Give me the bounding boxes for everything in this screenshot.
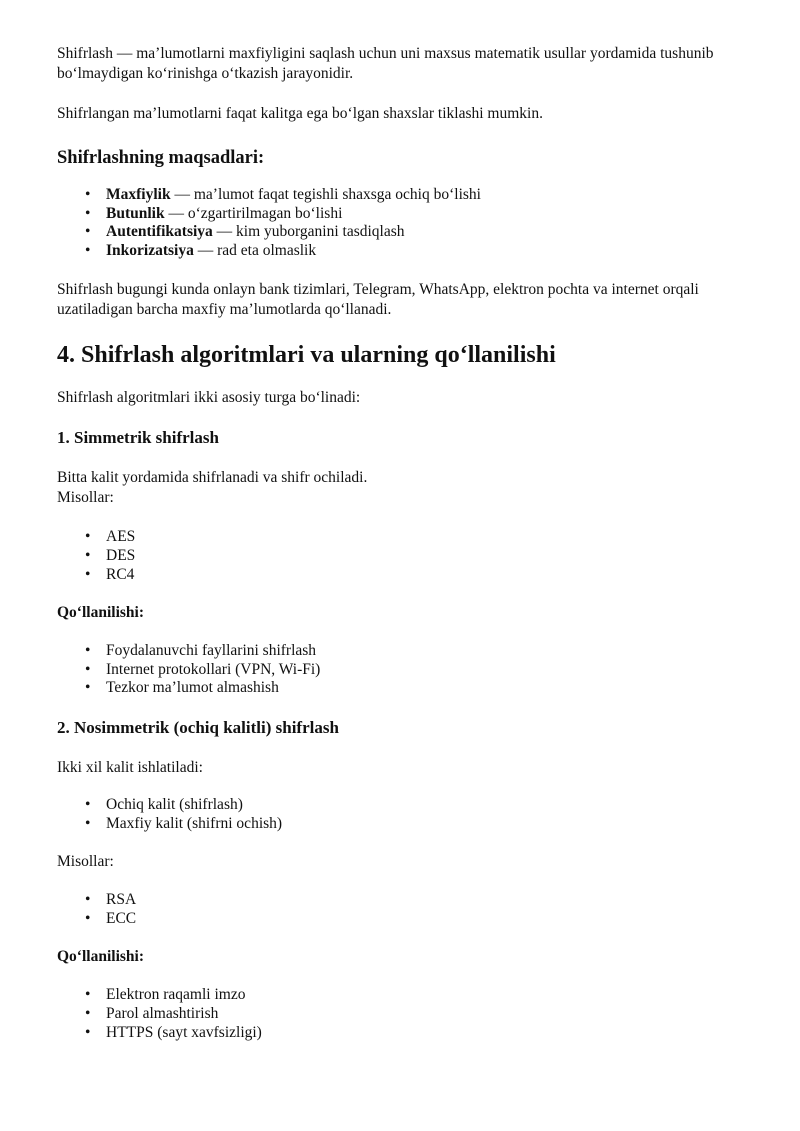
asymmetric-examples-list xyxy=(57,891,757,928)
symmetric-heading: 1. Simmetrik shifrlash xyxy=(57,428,219,448)
symmetric-examples-list xyxy=(57,528,757,584)
list-item: • Elektron raqamli imzo xyxy=(57,986,757,1005)
list-item: • Ochiq kalit (shifrlash) xyxy=(57,796,757,815)
section-title: 4. Shifrlash algoritmlari va ularning qo‘llanilishi xyxy=(57,342,556,369)
list-item: • RSA xyxy=(57,891,757,910)
symmetric-description: Bitta kalit yordamida shifrlanadi va shifr ochiladi. xyxy=(57,469,368,487)
list-item: • Maxfiy kalit (shifrni ochish) xyxy=(57,815,757,834)
list-item: • RC4 xyxy=(57,566,757,585)
symmetric-usage-list xyxy=(57,642,757,698)
document-page xyxy=(57,44,757,1042)
goal-term: Butunlik xyxy=(106,204,165,222)
goal-desc: — ma’lumot faqat tegishli shaxsga ochiq bo‘lishi xyxy=(170,186,481,203)
goal-desc: — kim yuborganini tasdiqlash xyxy=(212,223,405,241)
asymmetric-intro: Ikki xil kalit ishlatiladi: xyxy=(57,758,203,776)
section-intro: Shifrlash algoritmlari ikki asosiy turga bo‘linadi: xyxy=(57,389,361,407)
list-item: • Tezkor ma’lumot almashish xyxy=(57,679,757,698)
asymmetric-heading: 2. Nosimmetrik (ochiq kalitli) shifrlash xyxy=(57,717,339,737)
goal-term: Autentifikatsiya xyxy=(106,223,213,241)
usage-paragraph: Shifrlash bugungi kunda onlayn bank tizimlari, Telegram, WhatsApp, elektron pochta va internet orqali uzatiladigan barcha maxfiy ma’lumotlarda qo‘llanadi. xyxy=(57,281,699,319)
list-item: • DES xyxy=(57,547,757,566)
list-item xyxy=(57,242,757,261)
list-item: • HTTPS (sayt xavfsizligi) xyxy=(57,1024,757,1043)
list-item: • Parol almashtirish xyxy=(57,1005,757,1024)
examples-label: Misollar: xyxy=(57,853,114,871)
intro-paragraph: Shifrlash — ma’lumotlarni maxfiyligini saqlash uchun uni maxsus matematik usullar yordamida tushunib bo‘lmaydigan ko‘rinishga o‘tkazish jarayonidir. xyxy=(57,45,714,82)
goals-list xyxy=(57,186,757,260)
goal-term: Inkorizatsiya xyxy=(106,241,194,259)
goals-heading: Shifrlashning maqsadlari: xyxy=(57,148,265,168)
list-item: • AES xyxy=(57,528,757,547)
list-item xyxy=(57,186,757,205)
keys-list xyxy=(57,796,757,833)
examples-label: Misollar: xyxy=(57,489,114,507)
asymmetric-usage-heading: Qo‘llanilishi: xyxy=(57,948,144,966)
list-item xyxy=(57,223,757,242)
goal-desc: — rad eta olmaslik xyxy=(193,241,317,259)
key-paragraph: Shifrlangan ma’lumotlarni faqat kalitga ega bo‘lgan shaxslar tiklashi mumkin. xyxy=(57,105,543,122)
symmetric-usage-heading: Qo‘llanilishi: xyxy=(57,604,144,622)
list-item: • Internet protokollari (VPN, Wi-Fi) xyxy=(57,661,757,680)
list-item: • ECC xyxy=(57,910,757,929)
list-item: • Foydalanuvchi fayllarini shifrlash xyxy=(57,642,757,661)
list-item xyxy=(57,205,757,224)
goal-desc: — o‘zgartirilmagan bo‘lishi xyxy=(164,204,343,222)
asymmetric-usage-list xyxy=(57,986,757,1042)
goal-term: Maxfiylik xyxy=(106,186,171,203)
